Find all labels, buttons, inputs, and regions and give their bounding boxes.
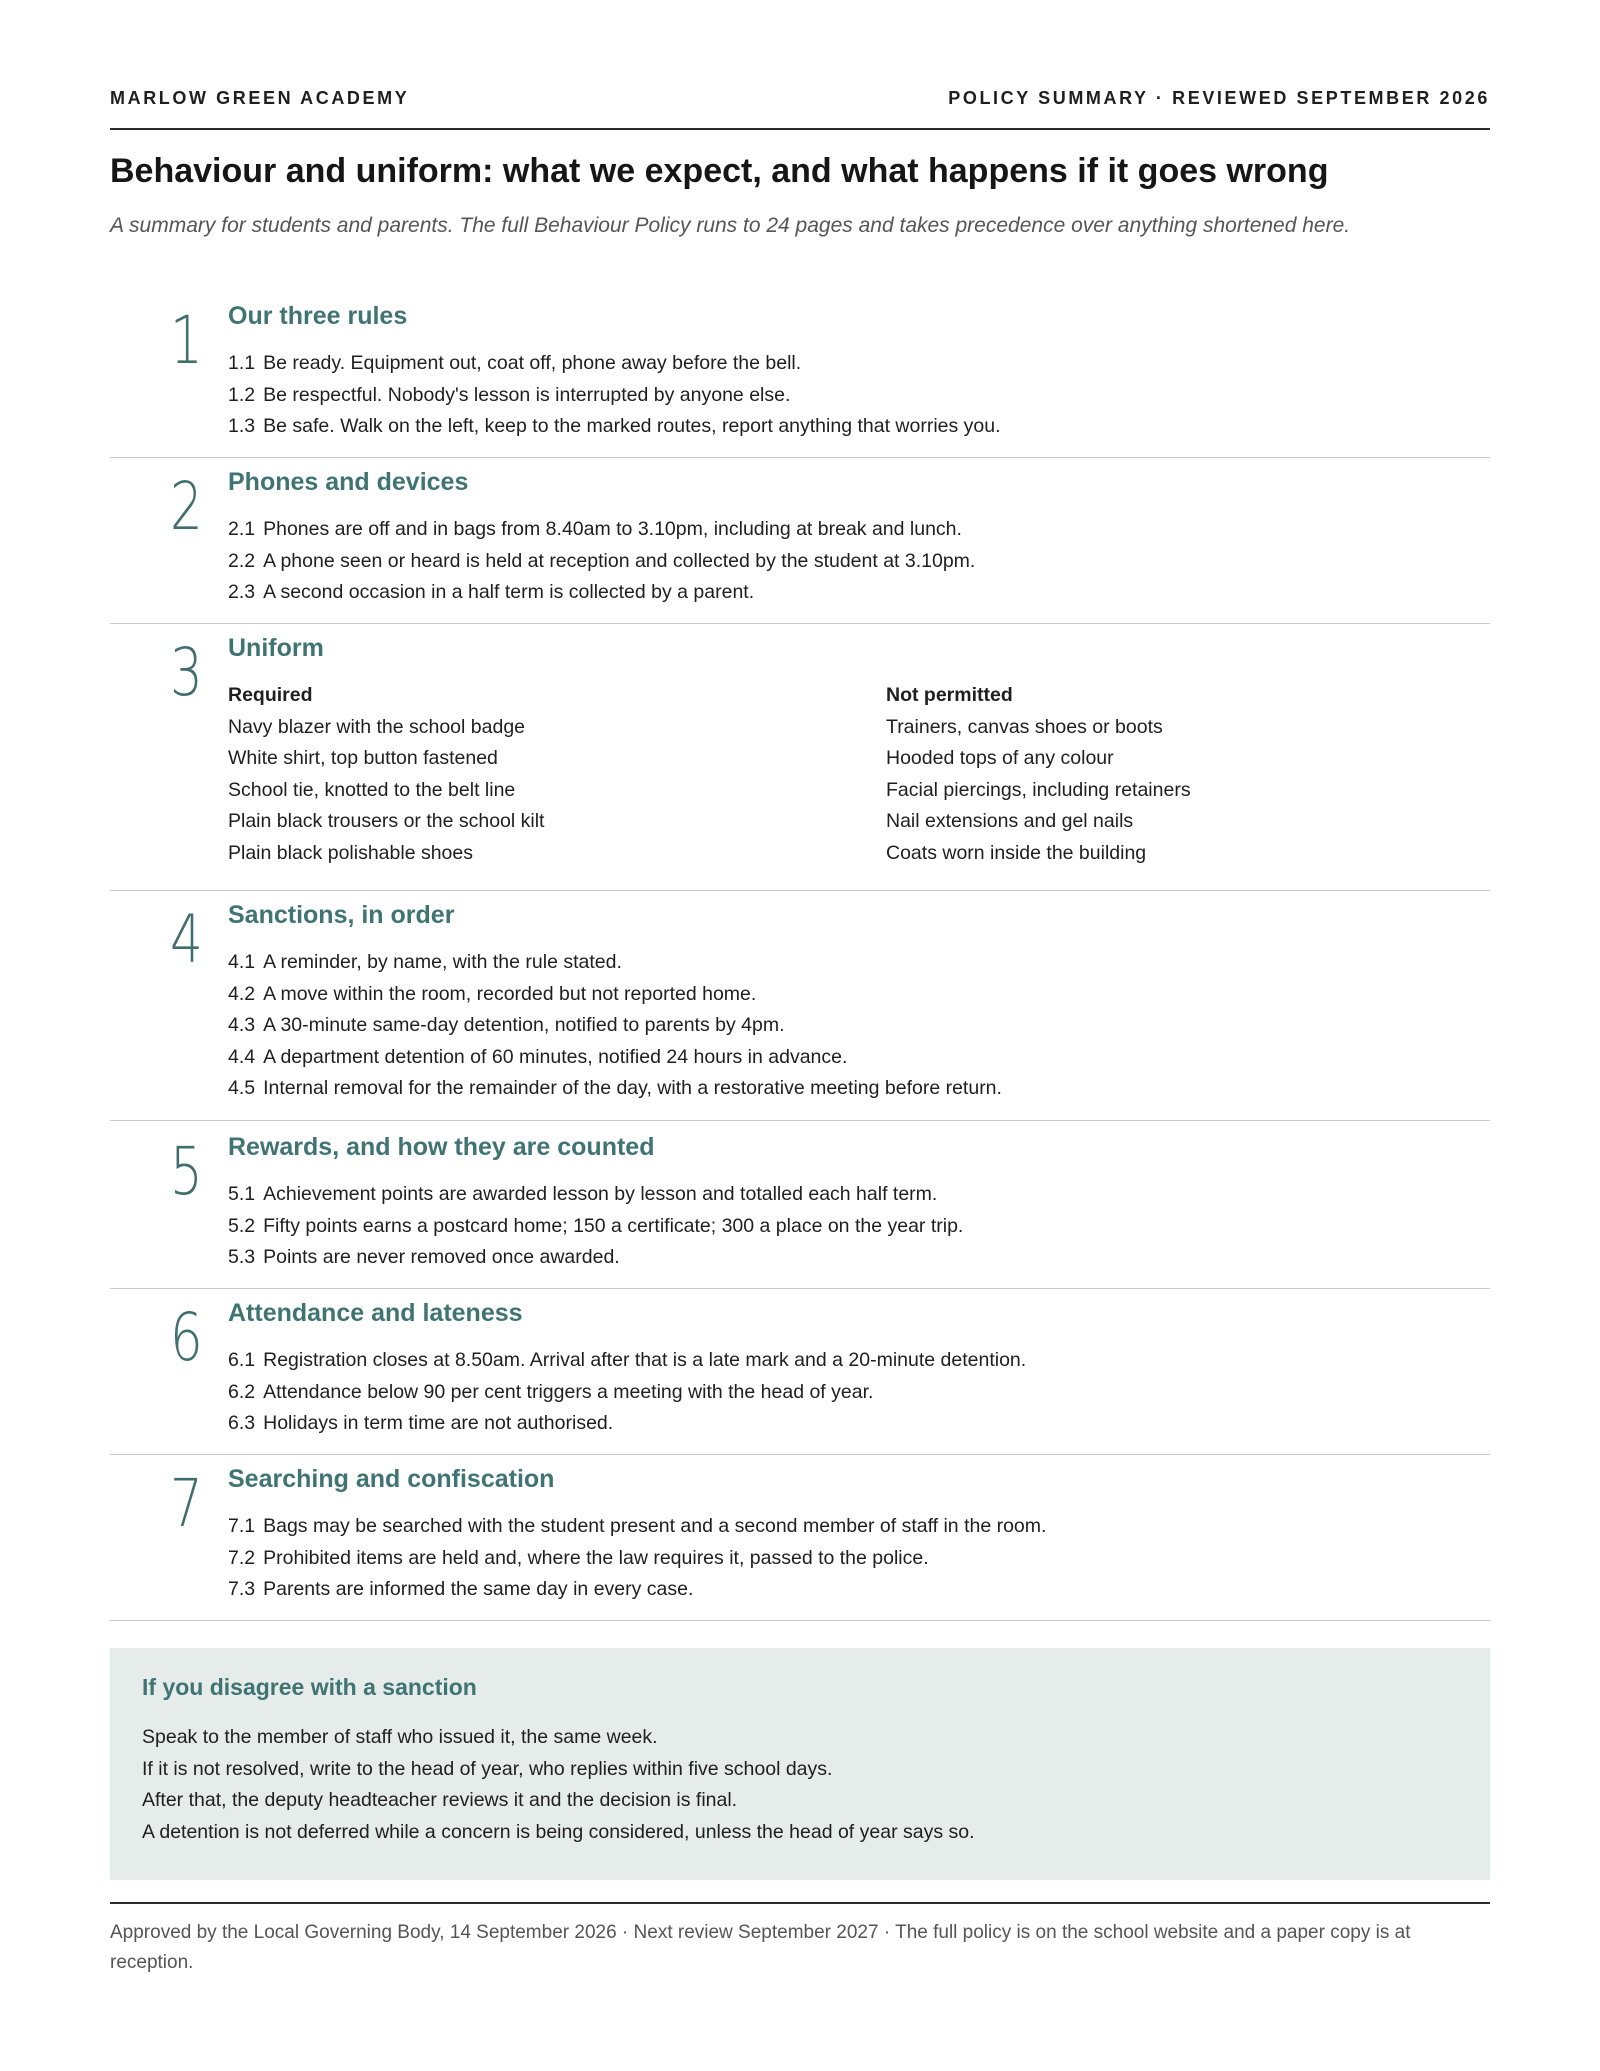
list-item: Navy blazer with the school badge	[228, 715, 526, 738]
section-number: 2	[170, 468, 203, 545]
item-text: Be respectful. Nobody's lesson is interrupted by anyone else.	[263, 383, 791, 406]
section-heading: Attendance and lateness	[228, 1299, 523, 1327]
item-number: 6.3	[228, 1412, 256, 1434]
section-number: 7	[170, 1465, 203, 1542]
section-items	[228, 514, 975, 609]
document-label: POLICY SUMMARY · REVIEWED SEPTEMBER 2026	[948, 88, 1490, 108]
list-item	[228, 577, 975, 609]
list-item	[228, 947, 1002, 979]
list-item	[228, 979, 1002, 1011]
list-item	[228, 1408, 1026, 1440]
section-number: 4	[170, 901, 203, 978]
list-item	[228, 1345, 1026, 1377]
section-items	[228, 1179, 963, 1274]
section-attendance	[110, 1299, 1490, 1455]
list-item	[228, 411, 1001, 443]
item-text: Points are never removed once awarded.	[263, 1246, 620, 1268]
section-number: 6	[170, 1299, 203, 1376]
required-list	[228, 712, 544, 870]
list-item: School tie, knotted to the belt line	[228, 778, 516, 801]
list-item: Plain black trousers or the school kilt	[228, 810, 545, 832]
item-text: Prohibited items are held and, where the law requires it, passed to the police.	[263, 1546, 929, 1569]
section-heading: Searching and confiscation	[228, 1465, 555, 1493]
list-item	[228, 1543, 1046, 1575]
section-number: 1	[170, 302, 203, 379]
section-heading: Uniform	[228, 634, 324, 662]
item-number: 4.3	[228, 1014, 256, 1036]
item-text: Attendance below 90 per cent triggers a meeting with the head of year.	[263, 1380, 874, 1403]
not-permitted-list	[886, 712, 1191, 870]
list-item: Speak to the member of staff who issued it, the same week.	[142, 1726, 658, 1748]
item-text: A move within the room, recorded but not reported home.	[263, 982, 757, 1005]
section-heading: Sanctions, in order	[228, 901, 455, 929]
section-items	[228, 348, 1001, 443]
item-text: Holidays in term time are not authorised.	[263, 1412, 614, 1434]
list-item: Plain black polishable shoes	[228, 841, 473, 864]
item-number: 4.4	[228, 1045, 256, 1068]
list-item: Trainers, canvas shoes or boots	[886, 715, 1163, 738]
item-number: 7.1	[228, 1515, 256, 1537]
list-item	[228, 348, 1001, 380]
list-item: If it is not resolved, write to the head of year, who replies within five school days.	[142, 1757, 833, 1780]
not-permitted-column	[886, 680, 1191, 869]
item-text: Phones are off and in bags from 8.40am to 3.10pm, including at break and lunch.	[263, 518, 962, 540]
item-text: Fifty points earns a postcard home; 150 a certificate; 300 a place on the year trip.	[263, 1214, 964, 1237]
list-item	[228, 1211, 963, 1243]
list-item: White shirt, top button fastened	[228, 747, 498, 769]
item-text: Parents are informed the same day in every case.	[263, 1578, 694, 1600]
appeals-heading: If you disagree with a sanction	[142, 1674, 477, 1700]
item-text: Registration closes at 8.50am. Arrival after that is a late mark and a 20-minute detention.	[263, 1349, 1027, 1371]
section-number: 3	[170, 634, 203, 711]
list-item	[228, 1242, 963, 1274]
item-text: A 30-minute same-day detention, notified to parents by 4pm.	[263, 1014, 785, 1036]
list-item: After that, the deputy headteacher reviews it and the decision is final.	[142, 1789, 738, 1811]
list-item	[228, 1042, 1002, 1074]
page-title: Behaviour and uniform: what we expect, and what happens if it goes wrong	[110, 152, 1329, 190]
section-sanctions	[110, 901, 1490, 1121]
list-item: Coats worn inside the building	[886, 841, 1147, 864]
item-text: Bags may be searched with the student present and a second member of staff in the room.	[263, 1515, 1047, 1537]
list-item: Nail extensions and gel nails	[886, 810, 1134, 832]
section-items	[228, 1345, 1026, 1440]
section-heading: Phones and devices	[228, 468, 469, 496]
item-text: A second occasion in a half term is collected by a parent.	[263, 581, 755, 603]
appeals-box	[110, 1648, 1490, 1880]
section-searching	[110, 1465, 1490, 1621]
item-number: 2.3	[228, 581, 256, 603]
footer-note: Approved by the Local Governing Body, 14 September 2026 · Next review September 2027 · The full policy is on the school website and a paper copy is at reception.	[110, 1902, 1490, 1978]
page-subtitle: A summary for students and parents. The full Behaviour Policy runs to 24 pages and takes precedence over anything shortened here.	[110, 214, 1351, 237]
item-number: 7.3	[228, 1578, 256, 1600]
list-item	[228, 380, 1001, 412]
appeals-list	[142, 1722, 975, 1848]
section-items	[228, 947, 1002, 1105]
item-text: A phone seen or heard is held at reception and collected by the student at 3.10pm.	[263, 549, 976, 572]
list-item	[228, 1179, 963, 1211]
list-item	[228, 514, 975, 546]
item-text: Be ready. Equipment out, coat off, phone away before the bell.	[263, 352, 802, 374]
item-text: Internal removal for the remainder of the day, with a restorative meeting before return.	[263, 1077, 1002, 1099]
item-number: 1.3	[228, 415, 256, 437]
section-rewards	[110, 1133, 1490, 1289]
item-number: 6.2	[228, 1380, 256, 1403]
list-item	[228, 546, 975, 578]
section-heading: Rewards, and how they are counted	[228, 1133, 655, 1161]
section-uniform	[110, 634, 1490, 891]
item-number: 1.1	[228, 352, 256, 374]
item-text: Be safe. Walk on the left, keep to the marked routes, report anything that worries you.	[263, 415, 1001, 437]
section-rules	[110, 302, 1490, 458]
section-heading: Our three rules	[228, 302, 408, 330]
item-text: Achievement points are awarded lesson by lesson and totalled each half term.	[263, 1183, 938, 1205]
list-item	[228, 1377, 1026, 1409]
item-number: 4.5	[228, 1077, 256, 1099]
item-number: 2.2	[228, 549, 256, 572]
school-name: MARLOW GREEN ACADEMY	[110, 88, 410, 108]
item-text: A department detention of 60 minutes, notified 24 hours in advance.	[263, 1045, 848, 1068]
item-number: 6.1	[228, 1349, 256, 1371]
item-text: A reminder, by name, with the rule stated.	[263, 951, 622, 973]
masthead	[110, 88, 1490, 130]
list-item: Facial piercings, including retainers	[886, 778, 1191, 801]
list-item	[228, 1073, 1002, 1105]
item-number: 1.2	[228, 383, 256, 406]
required-title: Required	[228, 684, 313, 706]
item-number: 7.2	[228, 1546, 256, 1569]
list-item	[228, 1574, 1046, 1606]
item-number: 5.2	[228, 1214, 256, 1237]
list-item: A detention is not deferred while a concern is being considered, unless the head of year says so.	[142, 1820, 975, 1843]
required-column	[228, 680, 544, 869]
section-number: 5	[170, 1133, 203, 1210]
item-number: 5.3	[228, 1246, 256, 1268]
item-number: 5.1	[228, 1183, 256, 1205]
not-permitted-title: Not permitted	[886, 684, 1013, 706]
section-phones	[110, 468, 1490, 624]
section-items	[228, 1511, 1046, 1606]
list-item	[228, 1010, 1002, 1042]
list-item: Hooded tops of any colour	[886, 747, 1114, 769]
list-item	[228, 1511, 1046, 1543]
item-number: 2.1	[228, 518, 256, 540]
item-number: 4.2	[228, 982, 256, 1005]
item-number: 4.1	[228, 951, 256, 973]
